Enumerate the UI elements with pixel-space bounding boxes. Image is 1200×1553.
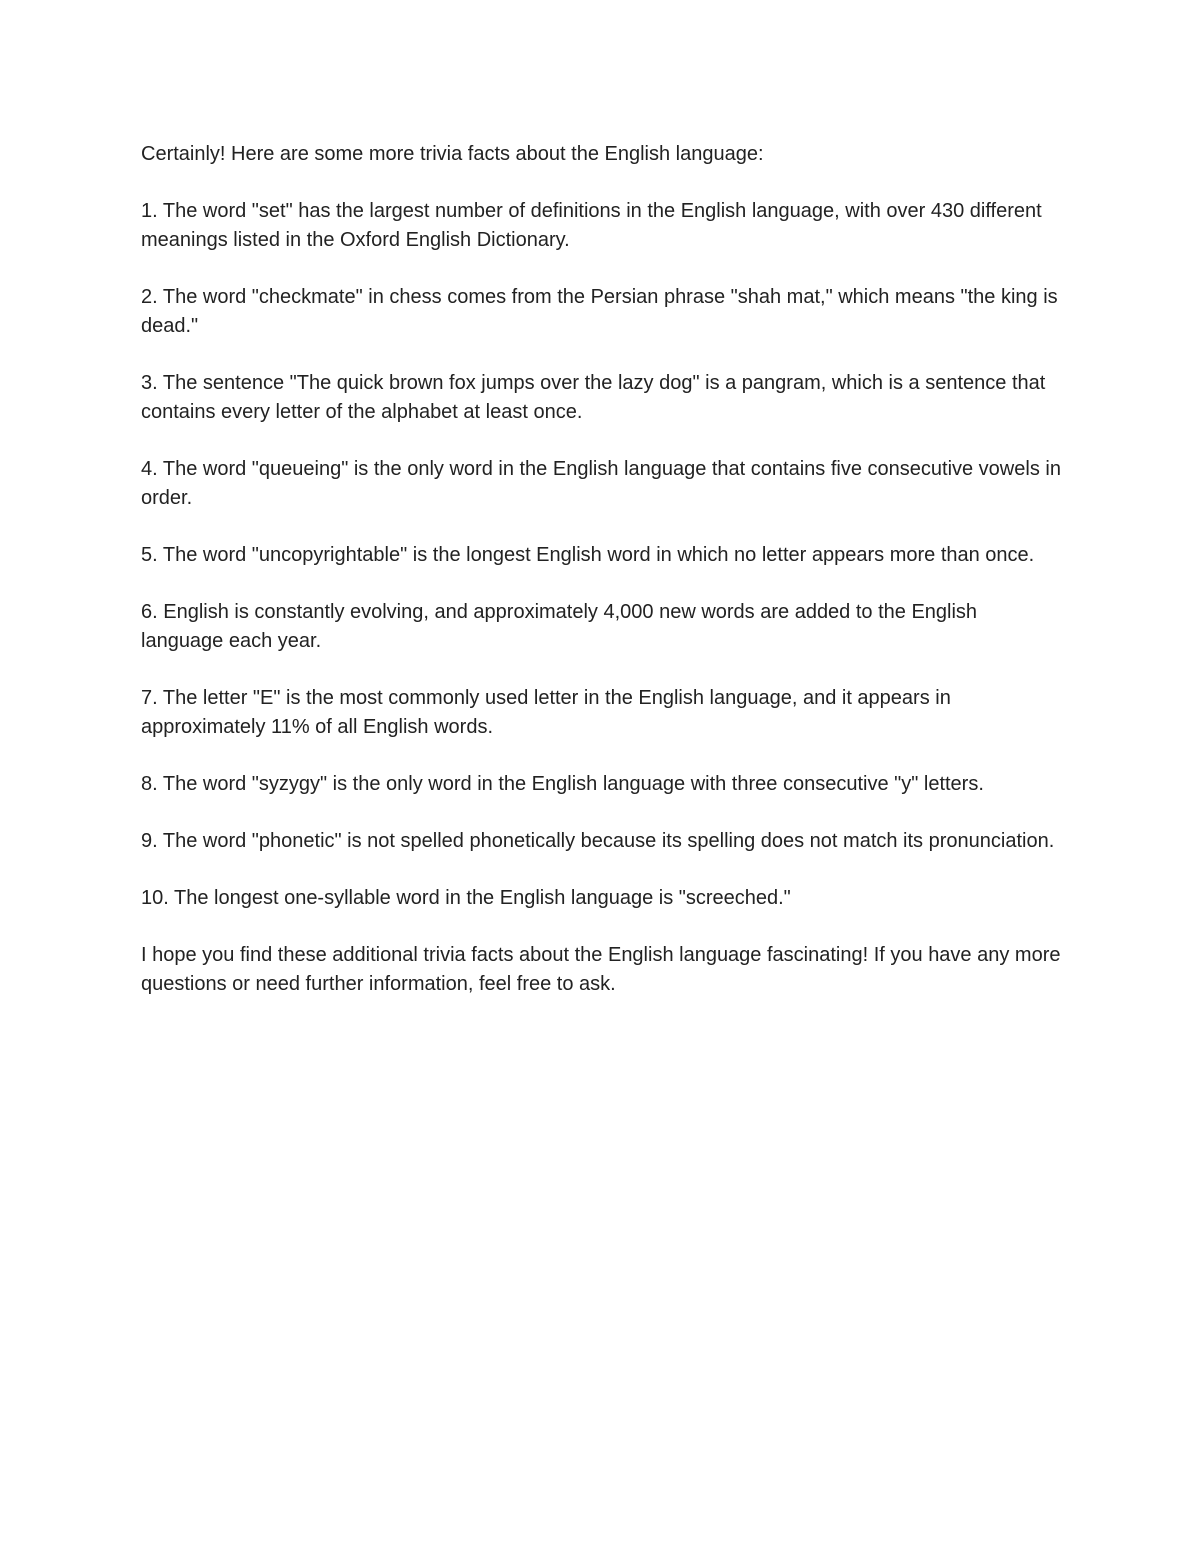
fact-paragraph-5: 5. The word "uncopyrightable" is the longest English word in which no letter appears more than once. <box>141 544 1035 566</box>
fact-paragraph-3: 3. The sentence "The quick brown fox jumps over the lazy dog" is a pangram, which is a sentence that contains every letter of the alphabet at least once. <box>141 372 1046 423</box>
fact-paragraph-9: 9. The word "phonetic" is not spelled phonetically because its spelling does not match its pronunciation. <box>141 830 1055 852</box>
fact-paragraph-1: 1. The word "set" has the largest number of definitions in the English language, with over 430 different meanings listed in the Oxford English Dictionary. <box>141 200 1042 251</box>
intro-paragraph: Certainly! Here are some more trivia facts about the English language: <box>141 143 764 165</box>
fact-paragraph-2: 2. The word "checkmate" in chess comes from the Persian phrase "shah mat," which means "the king is dead." <box>141 286 1058 337</box>
fact-paragraph-7: 7. The letter "E" is the most commonly used letter in the English language, and it appears in approximately 11% of all English words. <box>141 687 951 738</box>
document-body <box>141 140 1061 1027</box>
fact-paragraph-10: 10. The longest one-syllable word in the English language is "screeched." <box>141 887 791 909</box>
closing-paragraph: I hope you find these additional trivia facts about the English language fascinating! If you have any more questions or need further information, feel free to ask. <box>141 944 1061 995</box>
fact-paragraph-4: 4. The word "queueing" is the only word in the English language that contains five consecutive vowels in order. <box>141 458 1061 509</box>
fact-paragraph-8: 8. The word "syzygy" is the only word in the English language with three consecutive "y" letters. <box>141 773 984 795</box>
fact-paragraph-6: 6. English is constantly evolving, and approximately 4,000 new words are added to the English language each year. <box>141 601 978 652</box>
